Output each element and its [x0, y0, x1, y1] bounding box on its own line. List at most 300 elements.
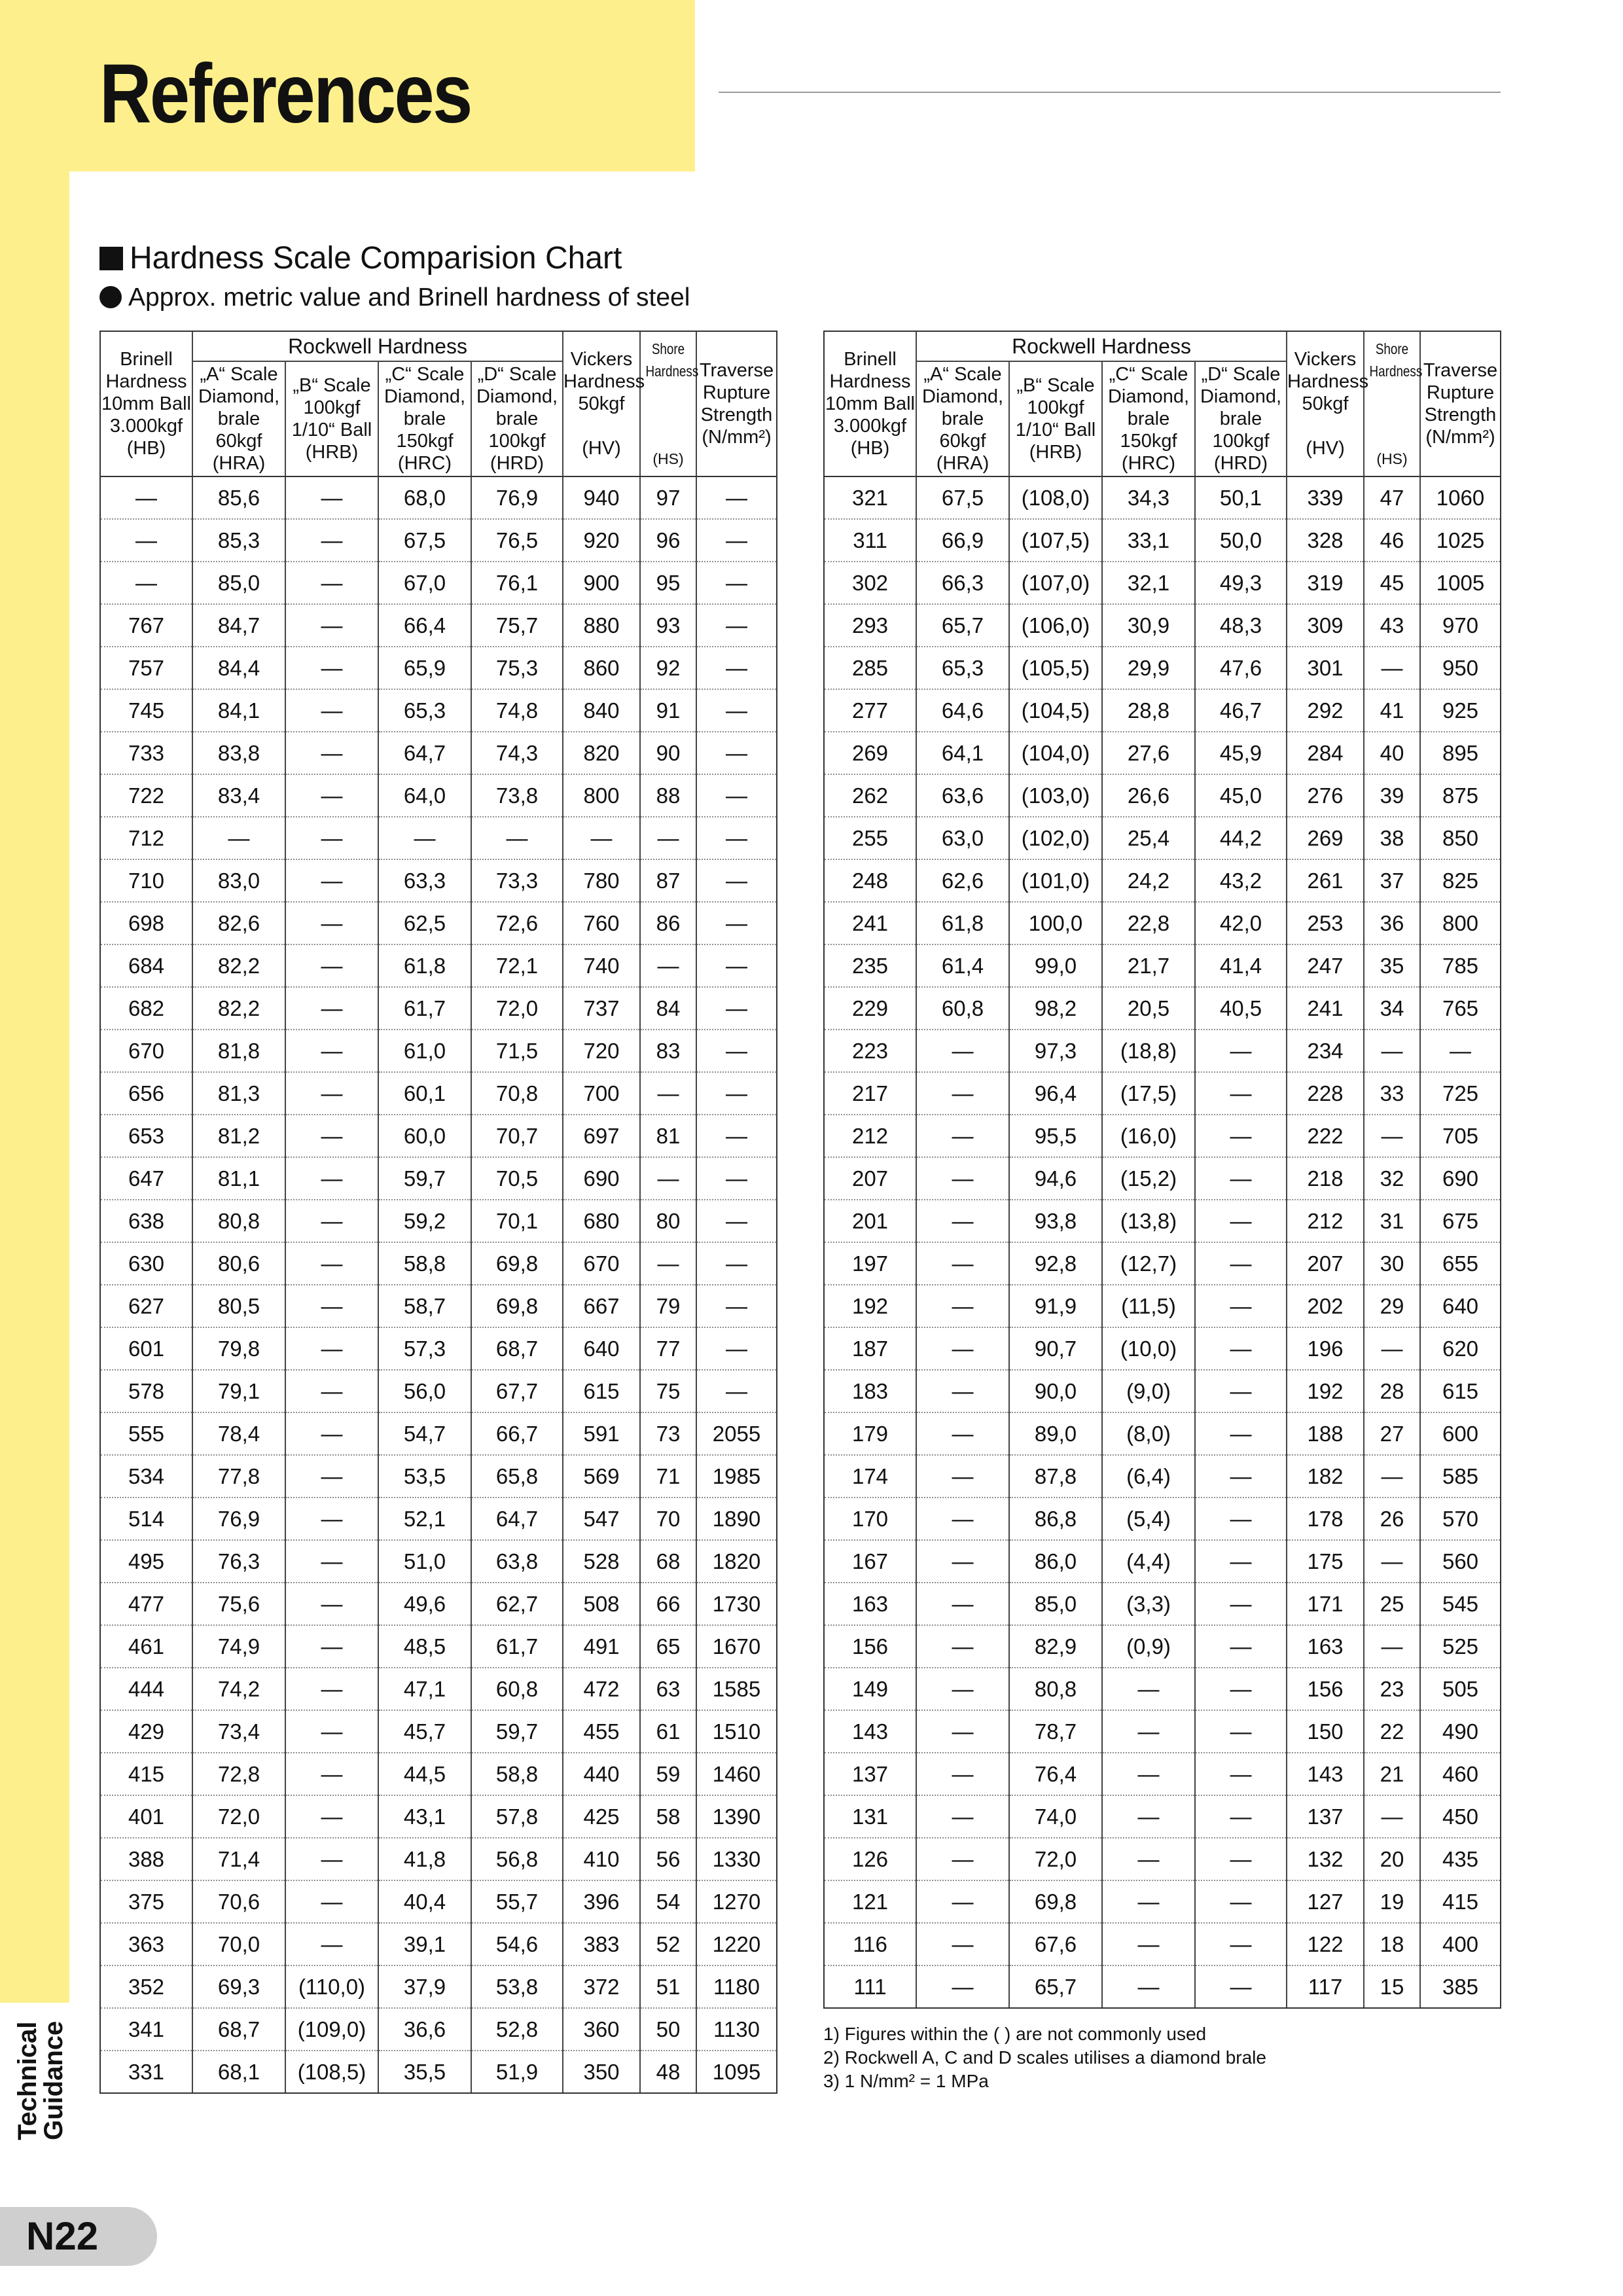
- table-cell: 22: [1364, 1710, 1420, 1753]
- table-cell: —: [285, 1710, 378, 1753]
- table-cell: 46: [1364, 519, 1420, 562]
- table-cell: 65,8: [471, 1455, 563, 1498]
- table-row: [825, 774, 1500, 817]
- table-cell: 69,8: [471, 1285, 563, 1327]
- table-cell: 18: [1364, 1923, 1420, 1965]
- table-cell: 970: [1420, 604, 1500, 647]
- table-cell: —: [1195, 1030, 1287, 1072]
- section-heading: [99, 239, 622, 278]
- table-cell: —: [285, 902, 378, 944]
- table-cell: 309: [1287, 604, 1364, 647]
- table-cell: 85,6: [192, 476, 285, 519]
- table-cell: —: [285, 604, 378, 647]
- table-cell: —: [1195, 1327, 1287, 1370]
- table-cell: 69,8: [1009, 1880, 1102, 1923]
- table-cell: 73: [640, 1412, 696, 1455]
- table-cell: (109,0): [285, 2008, 378, 2051]
- header-a-scale: „A“ Scale Diamond, brale 60kgf (HRA): [192, 361, 285, 476]
- table-cell: —: [696, 1115, 776, 1157]
- table-cell: 455: [563, 1710, 640, 1753]
- table-cell: 253: [1287, 902, 1364, 944]
- table-cell: —: [916, 1753, 1009, 1795]
- table-cell: (105,5): [1009, 647, 1102, 689]
- table-cell: 65,7: [1009, 1965, 1102, 2007]
- table-cell: 1060: [1420, 476, 1500, 519]
- table-cell: (107,0): [1009, 562, 1102, 604]
- header-d-scale: „D“ Scale Diamond, brale 100kgf (HRD): [471, 361, 563, 476]
- table-cell: —: [1364, 1455, 1420, 1498]
- table-row: [101, 1625, 776, 1668]
- table-cell: 75,7: [471, 604, 563, 647]
- table-cell: —: [1195, 1880, 1287, 1923]
- table-cell: —: [1102, 1795, 1195, 1838]
- table-cell: 385: [1420, 1965, 1500, 2007]
- round-bullet-icon: [99, 286, 122, 308]
- table-cell: 720: [563, 1030, 640, 1072]
- table-cell: 72,1: [471, 944, 563, 987]
- table-cell: 41: [1364, 689, 1420, 732]
- table-cell: —: [916, 1583, 1009, 1625]
- table-cell: —: [1195, 1965, 1287, 2007]
- header-shore: Shore Hardness (HS): [1364, 332, 1420, 476]
- table-cell: 49,6: [378, 1583, 471, 1625]
- table-cell: 301: [1287, 647, 1364, 689]
- table-cell: 66,7: [471, 1412, 563, 1455]
- footnote: 3) 1 N/mm² = 1 MPa: [823, 2071, 989, 2091]
- table-cell: 640: [1420, 1285, 1500, 1327]
- table-cell: —: [1364, 1327, 1420, 1370]
- table-cell: 31: [1364, 1200, 1420, 1242]
- table-cell: (4,4): [1102, 1540, 1195, 1583]
- table-cell: 1585: [696, 1668, 776, 1710]
- table-cell: 710: [101, 859, 192, 902]
- table-cell: 34: [1364, 987, 1420, 1030]
- table-cell: 638: [101, 1200, 192, 1242]
- table-cell: 66,3: [916, 562, 1009, 604]
- table-cell: 1005: [1420, 562, 1500, 604]
- table-cell: 90: [640, 732, 696, 774]
- table-cell: —: [285, 1668, 378, 1710]
- table-cell: 48: [640, 2051, 696, 2092]
- title-divider: [719, 92, 1501, 93]
- table-cell: 54,6: [471, 1923, 563, 1965]
- table-cell: —: [285, 1498, 378, 1540]
- table-row: [101, 944, 776, 987]
- table-cell: 491: [563, 1625, 640, 1668]
- table-cell: 79,8: [192, 1327, 285, 1370]
- table-cell: 1730: [696, 1583, 776, 1625]
- table-cell: 950: [1420, 647, 1500, 689]
- table-cell: 62,5: [378, 902, 471, 944]
- table-cell: —: [1195, 1242, 1287, 1285]
- table-cell: 76,9: [471, 476, 563, 519]
- table-cell: —: [696, 1327, 776, 1370]
- table-row: [101, 1923, 776, 1965]
- table-cell: 647: [101, 1157, 192, 1200]
- table-cell: —: [285, 1327, 378, 1370]
- table-row: [825, 987, 1500, 1030]
- table-cell: 675: [1420, 1200, 1500, 1242]
- table-cell: —: [696, 689, 776, 732]
- table-cell: 171: [1287, 1583, 1364, 1625]
- table-row: [825, 1965, 1500, 2007]
- table-cell: 82,2: [192, 987, 285, 1030]
- table-cell: 56,8: [471, 1838, 563, 1880]
- table-cell: 59,2: [378, 1200, 471, 1242]
- hardness-table-left: [99, 331, 777, 2094]
- table-cell: 725: [1420, 1072, 1500, 1115]
- table-cell: 585: [1420, 1455, 1500, 1498]
- table-cell: (8,0): [1102, 1412, 1195, 1455]
- table-cell: 850: [1420, 817, 1500, 859]
- table-cell: 33: [1364, 1072, 1420, 1115]
- table-cell: 81: [640, 1115, 696, 1157]
- table-cell: 900: [563, 562, 640, 604]
- table-row: [825, 817, 1500, 859]
- table-row: [101, 1668, 776, 1710]
- table-cell: (108,0): [1009, 476, 1102, 519]
- table-cell: 197: [825, 1242, 916, 1285]
- table-cell: 61: [640, 1710, 696, 1753]
- table-cell: 74,2: [192, 1668, 285, 1710]
- table-cell: —: [640, 1242, 696, 1285]
- table-row: [101, 1200, 776, 1242]
- table-row: [825, 1795, 1500, 1838]
- table-row: [825, 1838, 1500, 1880]
- table-cell: 150: [1287, 1710, 1364, 1753]
- table-cell: 37: [1364, 859, 1420, 902]
- table-cell: —: [696, 1370, 776, 1412]
- table-cell: —: [285, 1455, 378, 1498]
- table-cell: 712: [101, 817, 192, 859]
- table-row: [101, 732, 776, 774]
- table-cell: 50: [640, 2008, 696, 2051]
- table-cell: —: [916, 1242, 1009, 1285]
- table-cell: —: [285, 1072, 378, 1115]
- header-rockwell-group: Rockwell Hardness: [192, 332, 563, 361]
- table-cell: —: [285, 774, 378, 817]
- table-cell: (9,0): [1102, 1370, 1195, 1412]
- table-cell: 41,4: [1195, 944, 1287, 987]
- table-cell: —: [696, 987, 776, 1030]
- table-cell: —: [285, 1753, 378, 1795]
- table-cell: 77: [640, 1327, 696, 1370]
- table-cell: 43,2: [1195, 859, 1287, 902]
- table-cell: 375: [101, 1880, 192, 1923]
- table-cell: 472: [563, 1668, 640, 1710]
- table-cell: 880: [563, 604, 640, 647]
- table-cell: 40,4: [378, 1880, 471, 1923]
- table-cell: 137: [825, 1753, 916, 1795]
- table-cell: 262: [825, 774, 916, 817]
- table-cell: 45,9: [1195, 732, 1287, 774]
- table-cell: 640: [563, 1327, 640, 1370]
- table-cell: 269: [825, 732, 916, 774]
- table-cell: 126: [825, 1838, 916, 1880]
- table-cell: 684: [101, 944, 192, 987]
- table-cell: 93: [640, 604, 696, 647]
- header-b-scale: „B“ Scale 100kgf 1/10“ Ball (HRB): [285, 361, 378, 476]
- table-cell: 85,3: [192, 519, 285, 562]
- table-row: [101, 1327, 776, 1370]
- table-row: [825, 1540, 1500, 1583]
- table-cell: 35: [1364, 944, 1420, 987]
- header-vickers: Vickers Hardness 50kgf (HV): [1287, 332, 1364, 476]
- table-cell: —: [285, 987, 378, 1030]
- table-cell: 127: [1287, 1880, 1364, 1923]
- table-cell: 68,0: [378, 476, 471, 519]
- header-traverse: Traverse Rupture Strength (N/mm²): [1420, 332, 1500, 476]
- table-cell: —: [916, 1795, 1009, 1838]
- table-cell: 76,5: [471, 519, 563, 562]
- table-cell: 60,8: [916, 987, 1009, 1030]
- table-cell: 202: [1287, 1285, 1364, 1327]
- table-cell: —: [916, 1455, 1009, 1498]
- table-cell: 70,6: [192, 1880, 285, 1923]
- table-cell: 55,7: [471, 1880, 563, 1923]
- table-cell: —: [916, 1923, 1009, 1965]
- table-cell: 84,1: [192, 689, 285, 732]
- table-cell: (6,4): [1102, 1455, 1195, 1498]
- section-subheading: [99, 280, 690, 315]
- table-cell: 627: [101, 1285, 192, 1327]
- table-cell: —: [285, 1157, 378, 1200]
- table-cell: —: [285, 519, 378, 562]
- table-cell: 156: [825, 1625, 916, 1668]
- table-cell: 84,4: [192, 647, 285, 689]
- table-cell: 352: [101, 1965, 192, 2008]
- table-cell: 745: [101, 689, 192, 732]
- table-cell: 1130: [696, 2008, 776, 2051]
- table-row: [825, 1668, 1500, 1710]
- table-cell: 58,7: [378, 1285, 471, 1327]
- table-cell: 383: [563, 1923, 640, 1965]
- table-cell: 1390: [696, 1795, 776, 1838]
- table-cell: 64,0: [378, 774, 471, 817]
- table-cell: 350: [563, 2051, 640, 2092]
- table-cell: 80,5: [192, 1285, 285, 1327]
- table-cell: —: [1102, 1965, 1195, 2007]
- table-cell: —: [1420, 1030, 1500, 1072]
- table-cell: 80: [640, 1200, 696, 1242]
- table-cell: 2055: [696, 1412, 776, 1455]
- table-cell: 61,4: [916, 944, 1009, 987]
- table-cell: —: [640, 1072, 696, 1115]
- table-cell: 860: [563, 647, 640, 689]
- table-cell: (11,5): [1102, 1285, 1195, 1327]
- table-cell: 78,7: [1009, 1710, 1102, 1753]
- table-cell: 62,6: [916, 859, 1009, 902]
- table-cell: —: [1364, 1795, 1420, 1838]
- table-cell: —: [696, 944, 776, 987]
- table-cell: 490: [1420, 1710, 1500, 1753]
- table-cell: 67,6: [1009, 1923, 1102, 1965]
- table-cell: 74,0: [1009, 1795, 1102, 1838]
- table-cell: (103,0): [1009, 774, 1102, 817]
- table-cell: 35,5: [378, 2051, 471, 2092]
- table-cell: 29: [1364, 1285, 1420, 1327]
- table-cell: —: [285, 859, 378, 902]
- table-row: [101, 1115, 776, 1157]
- table-cell: —: [285, 476, 378, 519]
- table-cell: 82,2: [192, 944, 285, 987]
- table-cell: 780: [563, 859, 640, 902]
- table-cell: 65,3: [378, 689, 471, 732]
- table-cell: —: [696, 1157, 776, 1200]
- table-cell: 65,7: [916, 604, 1009, 647]
- table-cell: 363: [101, 1923, 192, 1965]
- table-cell: 59,7: [471, 1710, 563, 1753]
- header-traverse: Traverse Rupture Strength (N/mm²): [696, 332, 776, 476]
- table-cell: —: [101, 519, 192, 562]
- table-cell: —: [916, 1880, 1009, 1923]
- table-row: [825, 1285, 1500, 1327]
- table-row: [825, 1455, 1500, 1498]
- table-cell: 1330: [696, 1838, 776, 1880]
- table-cell: (18,8): [1102, 1030, 1195, 1072]
- table-cell: —: [101, 562, 192, 604]
- table-cell: 43,1: [378, 1795, 471, 1838]
- table-cell: 360: [563, 2008, 640, 2051]
- table-cell: 29,9: [1102, 647, 1195, 689]
- table-row: [101, 1157, 776, 1200]
- table-cell: (110,0): [285, 1965, 378, 2008]
- table-cell: (107,5): [1009, 519, 1102, 562]
- header-d-scale: „D“ Scale Diamond, brale 100kgf (HRD): [1195, 361, 1287, 476]
- page-title: References: [99, 47, 471, 141]
- table-cell: —: [285, 562, 378, 604]
- table-cell: —: [285, 647, 378, 689]
- table-cell: 444: [101, 1668, 192, 1710]
- table-cell: —: [640, 944, 696, 987]
- table-row: [101, 987, 776, 1030]
- table-cell: —: [471, 817, 563, 859]
- table-cell: —: [1364, 1115, 1420, 1157]
- table-cell: 28: [1364, 1370, 1420, 1412]
- table-cell: —: [285, 1030, 378, 1072]
- table-cell: 920: [563, 519, 640, 562]
- table-cell: 68,7: [471, 1327, 563, 1370]
- table-row: [825, 519, 1500, 562]
- table-cell: 372: [563, 1965, 640, 2008]
- table-cell: 44,2: [1195, 817, 1287, 859]
- table-cell: 61,7: [378, 987, 471, 1030]
- table-row: [101, 1030, 776, 1072]
- table-row: [825, 1115, 1500, 1157]
- table-cell: 64,7: [471, 1498, 563, 1540]
- table-cell: 47: [1364, 476, 1420, 519]
- table-cell: 43: [1364, 604, 1420, 647]
- table-cell: 50,1: [1195, 476, 1287, 519]
- table-cell: 396: [563, 1880, 640, 1923]
- table-cell: —: [1195, 1923, 1287, 1965]
- table-cell: (104,0): [1009, 732, 1102, 774]
- table-cell: 63,8: [471, 1540, 563, 1583]
- table-row: [101, 519, 776, 562]
- table-cell: 63: [640, 1668, 696, 1710]
- table-cell: 39,1: [378, 1923, 471, 1965]
- table-cell: —: [1195, 1753, 1287, 1795]
- table-cell: —: [1195, 1838, 1287, 1880]
- table-cell: 86: [640, 902, 696, 944]
- table-row: [825, 1923, 1500, 1965]
- table-cell: 461: [101, 1625, 192, 1668]
- table-cell: 23: [1364, 1668, 1420, 1710]
- table-cell: 547: [563, 1498, 640, 1540]
- table-cell: 26,6: [1102, 774, 1195, 817]
- table-cell: 212: [1287, 1200, 1364, 1242]
- table-row: [825, 902, 1500, 944]
- table-cell: 81,2: [192, 1115, 285, 1157]
- table-cell: 97: [640, 476, 696, 519]
- table-cell: 183: [825, 1370, 916, 1412]
- table-cell: 143: [1287, 1753, 1364, 1795]
- table-cell: 163: [1287, 1625, 1364, 1668]
- table-cell: 15: [1364, 1965, 1420, 2007]
- footnote: 1) Figures within the ( ) are not commonly used: [823, 2024, 1207, 2044]
- table-cell: 311: [825, 519, 916, 562]
- table-cell: 90,7: [1009, 1327, 1102, 1370]
- table-cell: 429: [101, 1710, 192, 1753]
- table-row: [101, 859, 776, 902]
- table-cell: 40: [1364, 732, 1420, 774]
- table-cell: —: [916, 1072, 1009, 1115]
- table-cell: 93,8: [1009, 1200, 1102, 1242]
- table-row: [101, 1838, 776, 1880]
- table-cell: 37,9: [378, 1965, 471, 2008]
- table-cell: 67,5: [378, 519, 471, 562]
- table-cell: 117: [1287, 1965, 1364, 2007]
- table-cell: 450: [1420, 1795, 1500, 1838]
- table-cell: 60,0: [378, 1115, 471, 1157]
- table-cell: 670: [101, 1030, 192, 1072]
- table-row: [101, 1753, 776, 1795]
- table-cell: —: [1195, 1455, 1287, 1498]
- table-cell: —: [696, 476, 776, 519]
- table-row: [825, 647, 1500, 689]
- table-cell: 72,6: [471, 902, 563, 944]
- table-cell: 60,1: [378, 1072, 471, 1115]
- table-cell: —: [696, 1030, 776, 1072]
- table-cell: 508: [563, 1583, 640, 1625]
- table-cell: 69,8: [471, 1242, 563, 1285]
- header-brinell: Brinell Hardness 10mm Ball 3.000kgf (HB): [825, 332, 916, 476]
- table-cell: (15,2): [1102, 1157, 1195, 1200]
- table-cell: 143: [825, 1710, 916, 1753]
- table-cell: 116: [825, 1923, 916, 1965]
- table-cell: 1095: [696, 2051, 776, 2092]
- table-cell: 32: [1364, 1157, 1420, 1200]
- table-cell: (108,5): [285, 2051, 378, 2092]
- table-cell: 825: [1420, 859, 1500, 902]
- table-cell: 92: [640, 647, 696, 689]
- table-cell: 73,8: [471, 774, 563, 817]
- table-cell: 163: [825, 1583, 916, 1625]
- table-cell: 47,1: [378, 1668, 471, 1710]
- table-row: [101, 1072, 776, 1115]
- table-cell: 96: [640, 519, 696, 562]
- table-cell: 435: [1420, 1838, 1500, 1880]
- left-yellow-band: [0, 0, 69, 2003]
- table-cell: 137: [1287, 1795, 1364, 1838]
- table-cell: 1025: [1420, 519, 1500, 562]
- square-bullet-icon: [99, 247, 123, 270]
- table-cell: 1890: [696, 1498, 776, 1540]
- table-cell: 111: [853, 1974, 887, 1999]
- table-cell: 620: [1420, 1327, 1500, 1370]
- table-cell: —: [696, 604, 776, 647]
- table-cell: —: [640, 817, 696, 859]
